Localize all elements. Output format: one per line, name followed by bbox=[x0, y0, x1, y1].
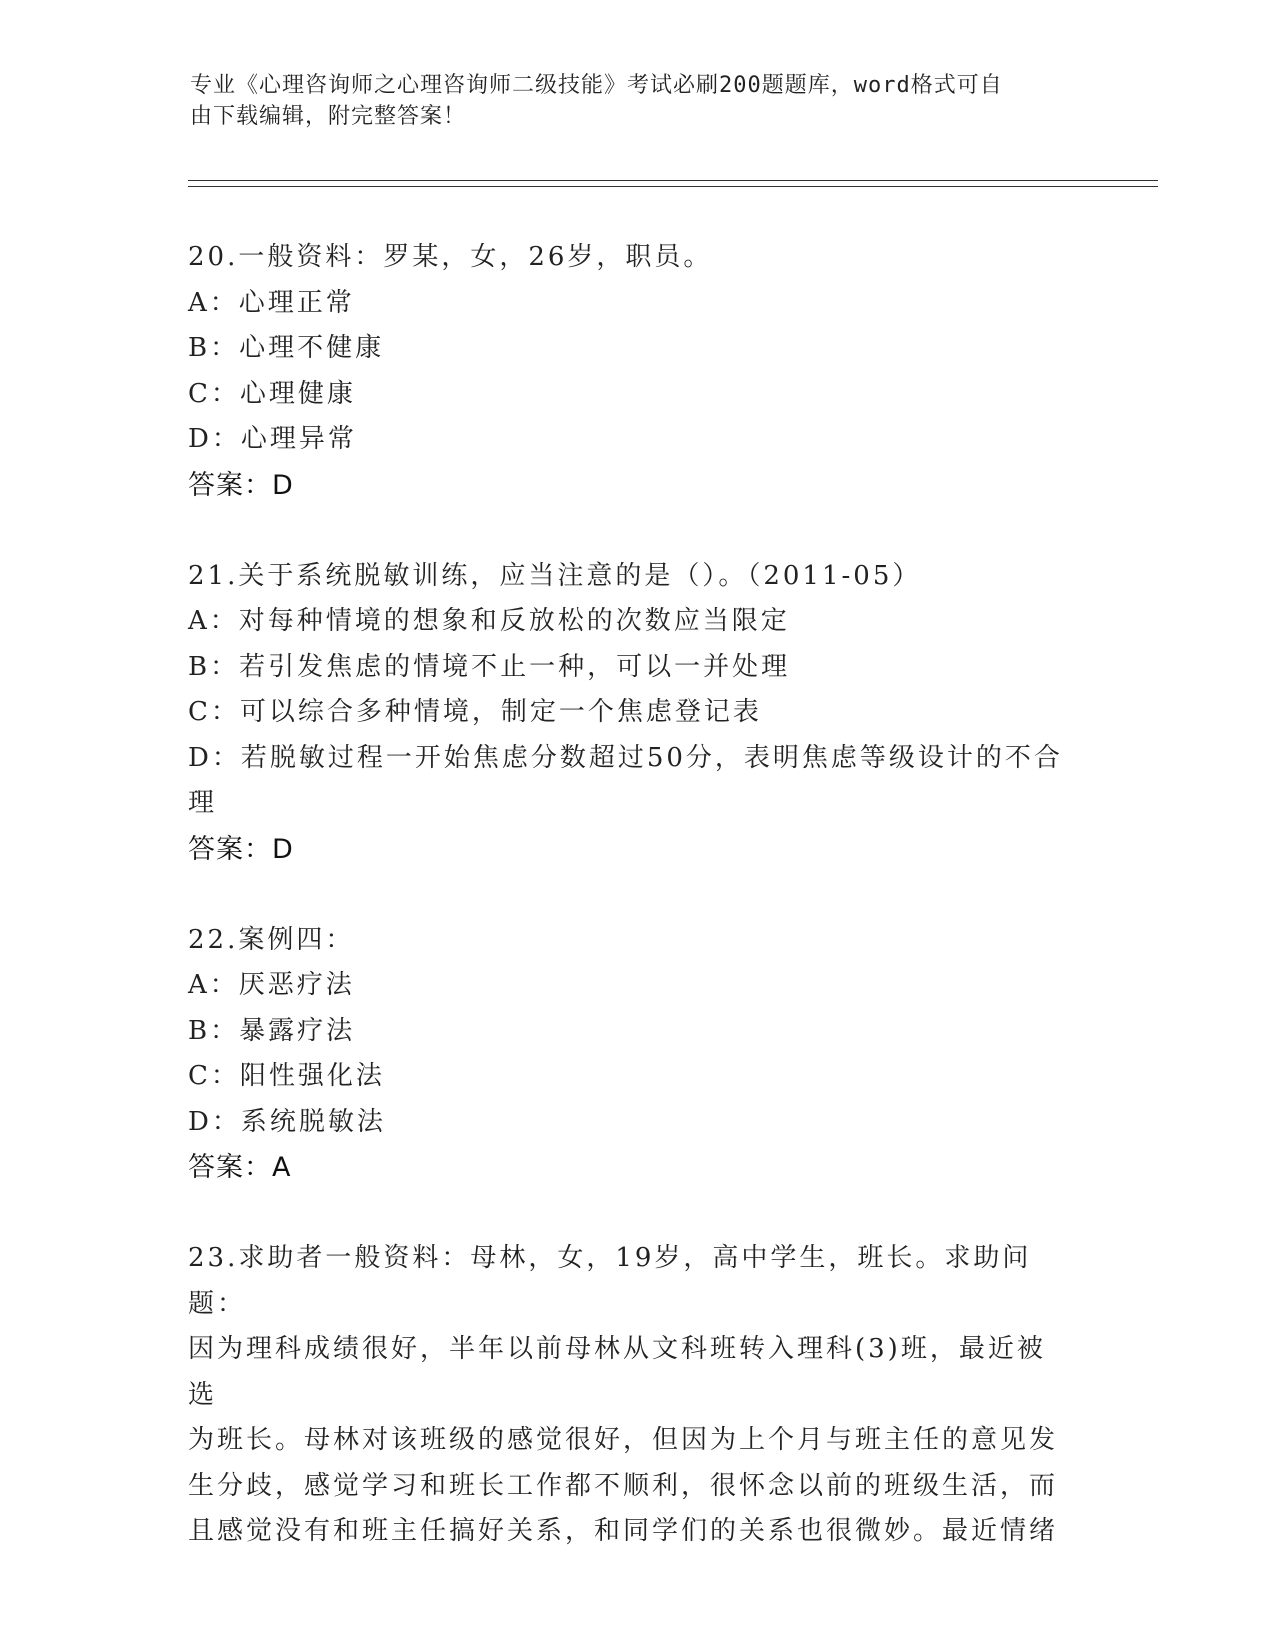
option-b: B：心理不健康 bbox=[188, 333, 385, 363]
question-22 bbox=[188, 918, 1088, 1192]
option-d-line-2: 理 bbox=[188, 788, 218, 818]
question-stem: 22.案例四： bbox=[188, 924, 355, 955]
question-stem: 20.一般资料：罗某，女，26岁，职员。 bbox=[188, 242, 713, 272]
option-a: A：对每种情境的想象和反放松的次数应当限定 bbox=[188, 606, 790, 636]
question-23 bbox=[188, 1236, 1068, 1555]
header-divider bbox=[188, 180, 1158, 187]
question-stem-line: 23.求助者一般资料：母林，女，19岁，高中学生，班长。求助问题： bbox=[188, 1243, 1032, 1319]
header-line-2: 由下载编辑，附完整答案！ bbox=[190, 104, 467, 129]
option-d-line-1: D：若脱敏过程一开始焦虑分数超过50分，表明焦虑等级设计的不合 bbox=[188, 742, 1063, 773]
option-b: B：暴露疗法 bbox=[188, 1015, 356, 1046]
header-line-1: 专业《心理咨询师之心理咨询师二级技能》考试必刷200题题库，word格式可自 bbox=[190, 73, 1003, 98]
question-stem-line: 因为理科成绩很好，半年以前母林从文科班转入理科(3)班，最近被选 bbox=[188, 1334, 1046, 1410]
option-c: C：心理健康 bbox=[188, 378, 356, 409]
question-21 bbox=[188, 554, 1088, 873]
option-a: A：心理正常 bbox=[188, 287, 355, 318]
question-stem: 21.关于系统脱敏训练，应当注意的是（）。（2011-05） bbox=[188, 560, 922, 591]
question-stem-line: 且感觉没有和班主任搞好关系，和同学们的关系也很微妙。最近情绪 bbox=[188, 1516, 1059, 1546]
answer-label: 答案：A bbox=[188, 1152, 292, 1183]
answer-label: 答案：D bbox=[188, 833, 294, 865]
document-header bbox=[190, 70, 1070, 132]
option-a: A：厌恶疗法 bbox=[188, 970, 355, 1000]
question-list bbox=[188, 235, 1088, 1600]
option-d: D：系统脱敏法 bbox=[188, 1106, 386, 1137]
option-d: D：心理异常 bbox=[188, 424, 357, 454]
question-stem-line: 生分歧，感觉学习和班长工作都不顺利，很怀念以前的班级生活，而 bbox=[188, 1470, 1059, 1501]
option-c: C：阳性强化法 bbox=[188, 1061, 385, 1091]
question-20 bbox=[188, 235, 1088, 509]
option-b: B：若引发焦虑的情境不止一种，可以一并处理 bbox=[188, 651, 791, 682]
question-stem-line: 为班长。母林对该班级的感觉很好，但因为上个月与班主任的意见发 bbox=[188, 1425, 1059, 1455]
answer-label: 答案：D bbox=[188, 469, 294, 501]
option-c: C：可以综合多种情境，制定一个焦虑登记表 bbox=[188, 697, 762, 727]
